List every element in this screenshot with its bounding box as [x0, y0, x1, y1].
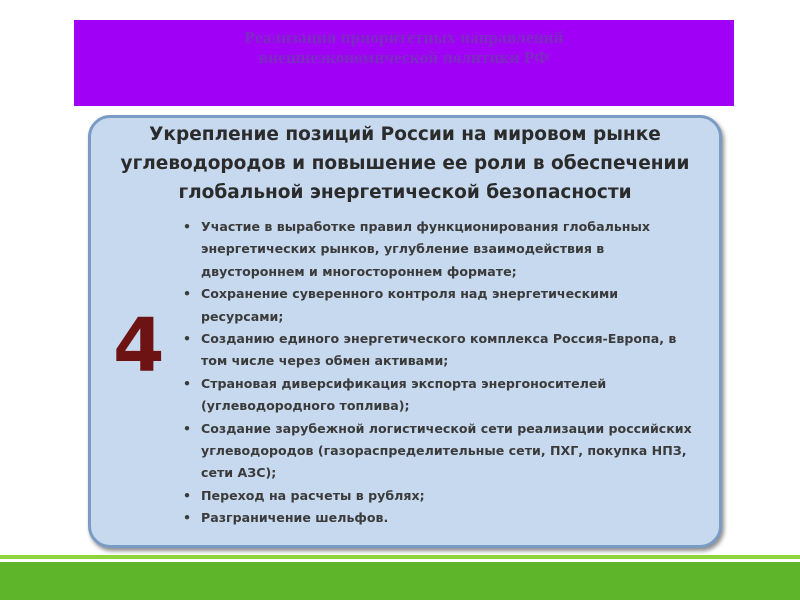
slide-title-line-1: Реализация приоритетных направлений — [244, 28, 564, 47]
bullet-item-5: • Создание зарубежной логистической сети реализации российских углеводородов (газораспределительные сети, ПХГ, покупка НПЗ, сети АЗС); — [183, 418, 713, 485]
bullet-list — [183, 216, 713, 530]
section-number: 4 — [113, 303, 165, 389]
bullet-item-1: • Участие в выработке правил функционирования глобальных энергетических рынков, углубление взаимодействия в двустороннем и многостороннем формате; — [183, 216, 713, 283]
bullet-item-7: • Разграничение шельфов. — [183, 507, 713, 529]
slide-title-line-2: внешнеэкономической политики РФ — [258, 48, 550, 67]
content-heading-line-2: углеводородов и повышение ее роли в обеспечении — [120, 153, 690, 174]
footer-stripe-thin — [0, 555, 800, 559]
footer-stripe — [0, 562, 800, 600]
content-heading-line-3: глобальной энергетической безопасности — [178, 182, 632, 203]
bullet-item-2: • Сохранение суверенного контроля над энергетическими ресурсами; — [183, 283, 713, 328]
content-heading-line-1: Укрепление позиций России на мировом рынке — [149, 124, 661, 145]
content-heading — [101, 120, 709, 207]
bullet-item-4: • Страновая диверсификация экспорта энергоносителей (углеводородного топлива); — [183, 373, 713, 418]
slide-title-bar — [74, 20, 734, 106]
bullet-item-6: • Переход на расчеты в рублях; — [183, 485, 713, 507]
bullet-item-3: • Созданию единого энергетического комплекса Россия-Европа, в том числе через обмен активами; — [183, 328, 713, 373]
content-box — [88, 115, 722, 548]
